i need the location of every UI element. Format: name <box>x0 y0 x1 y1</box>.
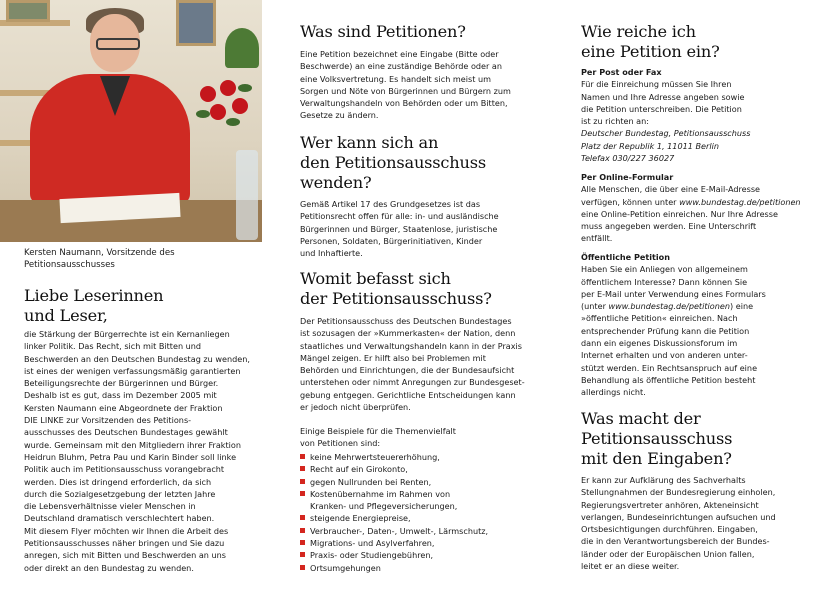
body-what-committee-does: Er kann zur Aufklärung des Sachverhalts Stellungnahmen der Bundesregierung einholen, Regierungsvertreter anhören, Akteneinsicht verlangen, Bundeseinrichtungen aufsuchen und Ortsbesichtigungen durchführen. Eingaben, die in den Verantwortungsbereich der Bundes- länder oder der Europäischen Union fallen, leitet er an diese weiter. <box>581 475 776 572</box>
examples-intro: Einige Beispiele für die Themenvielfalt von Petitionen sind: <box>300 426 456 449</box>
bullet-square-icon <box>300 454 305 459</box>
heading-what-committee-does: Was macht der Petitionsausschuss mit den Eingaben? <box>581 409 733 468</box>
bullet-square-icon <box>300 515 305 520</box>
body-who-can-apply: Gemäß Artikel 17 des Grundgesetzes ist das Petitionsrecht offen für alle: in- und ausländische Bürgerinnen und Bürger, Staatenlose, juristische Personen, Soldaten, Bürgerinitiativen, Kinder und Inhaftierte. <box>300 199 499 259</box>
list-item: Kostenübernahme im Rahmen von Kranken- und Pflegeversicherungen, <box>300 488 548 513</box>
list-item: Migrations- und Asylverfahren, <box>300 537 548 549</box>
list-item: Praxis- oder Studiengebühren, <box>300 549 548 561</box>
photo-caption: Kersten Naumann, Vorsitzende des Petitionsausschusses <box>24 248 175 271</box>
post-fax-address: Deutscher Bundestag, Petitionsausschuss Platz der Republik 1, 11011 Berlin Telefax 030/227 36027 <box>581 128 751 164</box>
online-form-title: Per Online-Formular <box>581 172 674 182</box>
wall-picture <box>176 0 216 46</box>
examples-list <box>300 451 548 574</box>
bullet-square-icon <box>300 491 305 496</box>
plant-icon <box>225 28 259 68</box>
bullet-square-icon <box>300 466 305 471</box>
public-petition-title: Öffentliche Petition <box>581 252 671 262</box>
heading-what-are-petitions: Was sind Petitionen? <box>300 22 466 41</box>
section-public-petition <box>581 251 821 399</box>
list-item: gegen Nullrunden bei Renten, <box>300 476 548 488</box>
list-item: Verbraucher-, Daten-, Umwelt-, Lärmschutz, <box>300 525 548 537</box>
post-fax-title: Per Post oder Fax <box>581 67 662 77</box>
bullet-square-icon <box>300 528 305 533</box>
public-petition-body: Haben Sie ein Anliegen von allgemeinem öffentlichem Interesse? Dann können Sie per E-Mail unter Verwendung eines Formulars (unter www.bundestag.de/petitionen) eine »öffentliche Petition« einreichen. Nach entsprechender Prüfung kann die Petition dann ein eigenes Diskussionsforum im Internet erhalten und von anderen unter- stützt werden. Ein Rechtsanspruch auf eine Behandlung als öffentliche Petition besteht allerdings nicht. <box>581 264 766 398</box>
intro-body: die Stärkung der Bürgerrechte ist ein Kernanliegen linker Politik. Das Recht, sich mit Bitten und Beschwerden an den Deutschen Bundestag zu wenden, ist eines der wenigen verfassungsmäßig garantierten Beteiligungsrechte der Bürgerinnen und Bürger. Deshalb ist es gut, dass im Dezember 2005 mit Kersten Naumann eine Abgeordnete der Fraktion DIE LINKE zur Vorsitzenden des Petitions- ausschusses des Deutschen Bundestages gewählt wurde. Gemeinsam mit den Mitgliedern ihrer Fraktion Heidrun Bluhm, Petra Pau und Karin Binder soll linke Politik auch im Petitionsausschuss vorangebracht werden. Dies ist dringend erforderlich, da sich durch die Sozialgesetzgebung der letzten Jahre die Lebensverhältnisse vieler Menschen in Deutschland dramatisch verschlechtert haben. Mit diesem Flyer möchten wir Ihnen die Arbeit des Petitionsausschusses näher bringen und Sie dazu anregen, sich mit Bitten und Beschwerden an uns oder direkt an den Bundestag zu wenden. <box>24 329 250 573</box>
vase <box>236 150 258 240</box>
body-what-are-petitions: Eine Petition bezeichnet eine Eingabe (Bitte oder Beschwerde) an eine zuständige Behörde oder an eine Volksvertretung. Es handelt sich meist um Sorgen und Nöte von Bürgerinnen und Bürgern zum Verwaltungshandeln von Behörden oder um Bitten, Gesetze zu ändern. <box>300 49 511 121</box>
post-fax-body: Für die Einreichung müssen Sie Ihren Namen und Ihre Adresse angeben sowie die Petition unterschreiben. Die Petition ist zu richten an: <box>581 79 745 127</box>
list-item: Ortsumgehungen <box>300 562 548 574</box>
glasses-icon <box>96 38 140 50</box>
heading-who-can-apply: Wer kann sich an den Petitionsausschuss wenden? <box>300 133 486 192</box>
intro-heading: Liebe Leserinnen und Leser, <box>24 286 164 325</box>
online-petition-link[interactable]: www.bundestag.de/petitionen <box>679 196 801 207</box>
section-online-form <box>581 171 821 245</box>
roses-icon <box>196 80 252 140</box>
public-petition-link[interactable]: www.bundestag.de/petitionen <box>608 301 730 312</box>
section-post-fax <box>581 66 821 164</box>
wall-picture <box>6 0 50 22</box>
bullet-square-icon <box>300 479 305 484</box>
portrait-photo <box>0 0 262 242</box>
heading-how-to-submit: Wie reiche ich eine Petition ein? <box>581 22 720 61</box>
list-item: Recht auf ein Girokonto, <box>300 463 548 475</box>
body-what-does-committee-handle: Der Petitionsausschuss des Deutschen Bundestages ist sozusagen der »Kummerkasten« der Nation, denn staatliches und Verwaltungshandeln kann in der Praxis Mängel zeigen. Er hilft also bei Problemen mit Behörden und Einrichtungen, die der Bundesaufsicht unterstehen oder nimmt Anregungen zur Bundesgeset- gebung entgegen. Gerichtliche Entscheidungen kann er jedoch nicht überprüfen. <box>300 316 525 413</box>
bullet-square-icon <box>300 565 305 570</box>
online-form-body: Alle Menschen, die über eine E-Mail-Adresse verfügen, können unter www.bundestag.de/petitionen eine Online-Petition einreichen. Nur Ihre Adresse muss angegeben werden. Eine Unterschrift entfällt. <box>581 184 801 244</box>
bullet-square-icon <box>300 540 305 545</box>
list-item: keine Mehrwertsteuererhöhung, <box>300 451 548 463</box>
heading-what-does-committee-handle: Womit befasst sich der Petitionsausschuss? <box>300 269 492 308</box>
bullet-square-icon <box>300 552 305 557</box>
list-item: steigende Energiepreise, <box>300 512 548 524</box>
